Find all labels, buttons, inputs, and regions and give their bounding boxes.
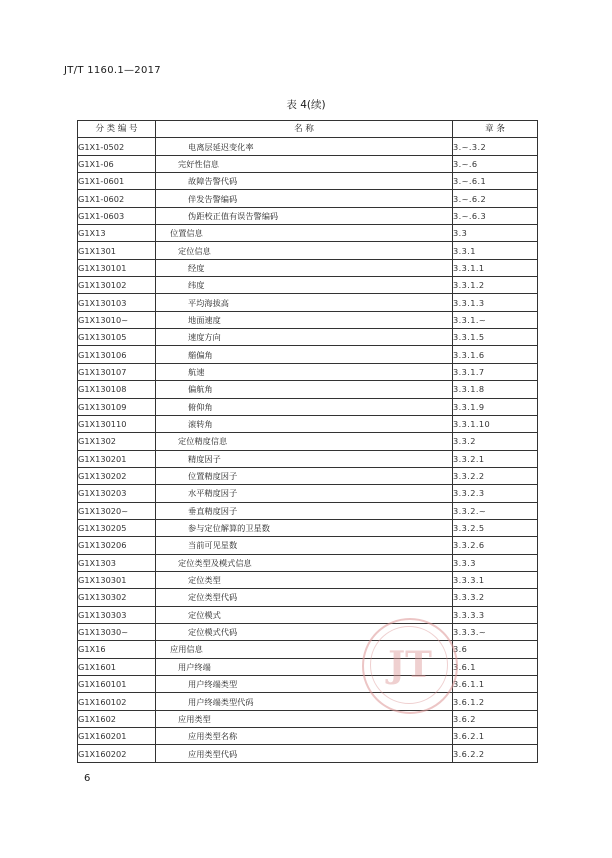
table-row — [78, 623, 538, 640]
row-name: 定位信息 — [156, 242, 453, 259]
row-code: G1X160202 — [78, 745, 156, 762]
table-row — [78, 311, 538, 328]
row-code: G1X160102 — [78, 693, 156, 710]
row-name: 俯仰角 — [156, 398, 453, 415]
table-row — [78, 381, 538, 398]
row-section: 3.3.2.3 — [453, 485, 538, 502]
table-row — [78, 450, 538, 467]
row-code: G1X13030~ — [78, 623, 156, 640]
table-row — [78, 415, 538, 432]
table-row — [78, 242, 538, 259]
row-section: 3.~.6 — [453, 155, 538, 172]
row-code: G1X130108 — [78, 381, 156, 398]
row-code: G1X13010~ — [78, 311, 156, 328]
jt-watermark-seal — [362, 618, 458, 714]
page-number: 6 — [84, 773, 91, 784]
table-row — [78, 173, 538, 190]
table-row — [78, 502, 538, 519]
row-code: G1X130205 — [78, 519, 156, 536]
row-name: 定位模式代码 — [156, 623, 453, 640]
row-name: 定位精度信息 — [156, 433, 453, 450]
row-section: 3.3.2.~ — [453, 502, 538, 519]
table-row — [78, 676, 538, 693]
row-name: 用户终端类型 — [156, 676, 453, 693]
row-section: 3.6 — [453, 641, 538, 658]
row-section: 3.3.2.2 — [453, 467, 538, 484]
seal-text: JT — [388, 644, 432, 686]
row-section: 3.3.1.2 — [453, 277, 538, 294]
row-section: 3.6.2.2 — [453, 745, 538, 762]
row-name: 定位类型及模式信息 — [156, 554, 453, 571]
row-code: G1X130203 — [78, 485, 156, 502]
row-name: 纬度 — [156, 277, 453, 294]
row-name: 定位类型代码 — [156, 589, 453, 606]
row-code: G1X130206 — [78, 537, 156, 554]
table-row — [78, 467, 538, 484]
table-row — [78, 398, 538, 415]
row-code: G1X130303 — [78, 606, 156, 623]
row-name: 经度 — [156, 259, 453, 276]
row-name: 平均海拔高 — [156, 294, 453, 311]
row-code: G1X130202 — [78, 467, 156, 484]
row-section: 3.3.3.3 — [453, 606, 538, 623]
table-row — [78, 190, 538, 207]
table-header-row — [78, 121, 538, 138]
table-row — [78, 589, 538, 606]
row-name: 应用类型名称 — [156, 728, 453, 745]
row-name: 位置精度因子 — [156, 467, 453, 484]
row-code: G1X130109 — [78, 398, 156, 415]
row-code: G1X13 — [78, 225, 156, 242]
row-section: 3.3.1.7 — [453, 363, 538, 380]
row-name: 速度方向 — [156, 329, 453, 346]
column-header-name: 名 称 — [156, 121, 453, 138]
row-code: G1X1-0502 — [78, 138, 156, 155]
row-name: 定位模式 — [156, 606, 453, 623]
table-row — [78, 485, 538, 502]
row-name: 滚转角 — [156, 415, 453, 432]
table-row — [78, 571, 538, 588]
row-section: 3.~.6.2 — [453, 190, 538, 207]
table-row — [78, 259, 538, 276]
row-section: 3.3.2.6 — [453, 537, 538, 554]
row-code: G1X160101 — [78, 676, 156, 693]
row-section: 3.6.1 — [453, 658, 538, 675]
row-code: G1X130301 — [78, 571, 156, 588]
table-row — [78, 138, 538, 155]
row-name: 故障告警代码 — [156, 173, 453, 190]
row-section: 3.3.3.1 — [453, 571, 538, 588]
row-name: 参与定位解算的卫星数 — [156, 519, 453, 536]
row-name: 位置信息 — [156, 225, 453, 242]
table-row — [78, 225, 538, 242]
row-section: 3.~.6.1 — [453, 173, 538, 190]
table-row — [78, 346, 538, 363]
row-code: G1X130110 — [78, 415, 156, 432]
table-row — [78, 207, 538, 224]
table-row — [78, 329, 538, 346]
row-name: 艏偏角 — [156, 346, 453, 363]
row-name: 航速 — [156, 363, 453, 380]
row-code: G1X130103 — [78, 294, 156, 311]
row-code: G1X1-06 — [78, 155, 156, 172]
row-code: G1X1302 — [78, 433, 156, 450]
table-row — [78, 693, 538, 710]
table-row — [78, 433, 538, 450]
row-section: 3.3.1.8 — [453, 381, 538, 398]
row-code: G1X13020~ — [78, 502, 156, 519]
row-name: 应用信息 — [156, 641, 453, 658]
table-row — [78, 658, 538, 675]
row-name: 垂直精度因子 — [156, 502, 453, 519]
classification-table — [77, 120, 538, 763]
row-section: 3.6.2.1 — [453, 728, 538, 745]
row-name: 完好性信息 — [156, 155, 453, 172]
row-name: 偏航角 — [156, 381, 453, 398]
row-name: 地面速度 — [156, 311, 453, 328]
row-name: 定位类型 — [156, 571, 453, 588]
row-name: 电离层延迟变化率 — [156, 138, 453, 155]
standard-number: JT/T 1160.1—2017 — [64, 65, 161, 76]
row-name: 伪距校正值有误告警编码 — [156, 207, 453, 224]
row-name: 用户终端类型代码 — [156, 693, 453, 710]
row-code: G1X130102 — [78, 277, 156, 294]
table-row — [78, 537, 538, 554]
row-code: G1X130201 — [78, 450, 156, 467]
row-section: 3.3.3.2 — [453, 589, 538, 606]
row-name: 用户终端 — [156, 658, 453, 675]
row-code: G1X1301 — [78, 242, 156, 259]
row-section: 3.3.1.1 — [453, 259, 538, 276]
row-section: 3.3.3.~ — [453, 623, 538, 640]
row-code: G1X16 — [78, 641, 156, 658]
column-header-code: 分 类 编 号 — [78, 121, 156, 138]
row-section: 3.3.1.~ — [453, 311, 538, 328]
table-row — [78, 728, 538, 745]
row-name: 精度因子 — [156, 450, 453, 467]
row-name: 应用类型 — [156, 710, 453, 727]
row-section: 3.6.2 — [453, 710, 538, 727]
table-row — [78, 294, 538, 311]
row-name: 伴发告警编码 — [156, 190, 453, 207]
row-section: 3.3.2 — [453, 433, 538, 450]
table-row — [78, 155, 538, 172]
row-section: 3.3.1.10 — [453, 415, 538, 432]
table-caption: 表 4(续) — [286, 99, 326, 111]
row-code: G1X1-0603 — [78, 207, 156, 224]
table-row — [78, 277, 538, 294]
row-section: 3.~.6.3 — [453, 207, 538, 224]
row-name: 当前可见星数 — [156, 537, 453, 554]
row-name: 水平精度因子 — [156, 485, 453, 502]
row-section: 3.~.3.2 — [453, 138, 538, 155]
row-section: 3.6.1.2 — [453, 693, 538, 710]
row-code: G1X130101 — [78, 259, 156, 276]
row-code: G1X1-0602 — [78, 190, 156, 207]
table-row — [78, 519, 538, 536]
table-row — [78, 710, 538, 727]
table-row — [78, 554, 538, 571]
row-section: 3.3.1.5 — [453, 329, 538, 346]
row-section: 3.3.1 — [453, 242, 538, 259]
row-section: 3.3.2.1 — [453, 450, 538, 467]
row-code: G1X1-0601 — [78, 173, 156, 190]
table-row — [78, 606, 538, 623]
row-name: 应用类型代码 — [156, 745, 453, 762]
row-code: G1X1601 — [78, 658, 156, 675]
table-row — [78, 363, 538, 380]
row-section: 3.3 — [453, 225, 538, 242]
row-section: 3.3.3 — [453, 554, 538, 571]
row-section: 3.3.1.9 — [453, 398, 538, 415]
row-code: G1X130107 — [78, 363, 156, 380]
row-section: 3.6.1.1 — [453, 676, 538, 693]
row-code: G1X130302 — [78, 589, 156, 606]
row-code: G1X160201 — [78, 728, 156, 745]
column-header-section: 章 条 — [453, 121, 538, 138]
table-row — [78, 745, 538, 762]
table-row — [78, 641, 538, 658]
row-code: G1X130106 — [78, 346, 156, 363]
row-code: G1X1602 — [78, 710, 156, 727]
row-section: 3.3.2.5 — [453, 519, 538, 536]
row-section: 3.3.1.6 — [453, 346, 538, 363]
row-section: 3.3.1.3 — [453, 294, 538, 311]
row-code: G1X130105 — [78, 329, 156, 346]
row-code: G1X1303 — [78, 554, 156, 571]
